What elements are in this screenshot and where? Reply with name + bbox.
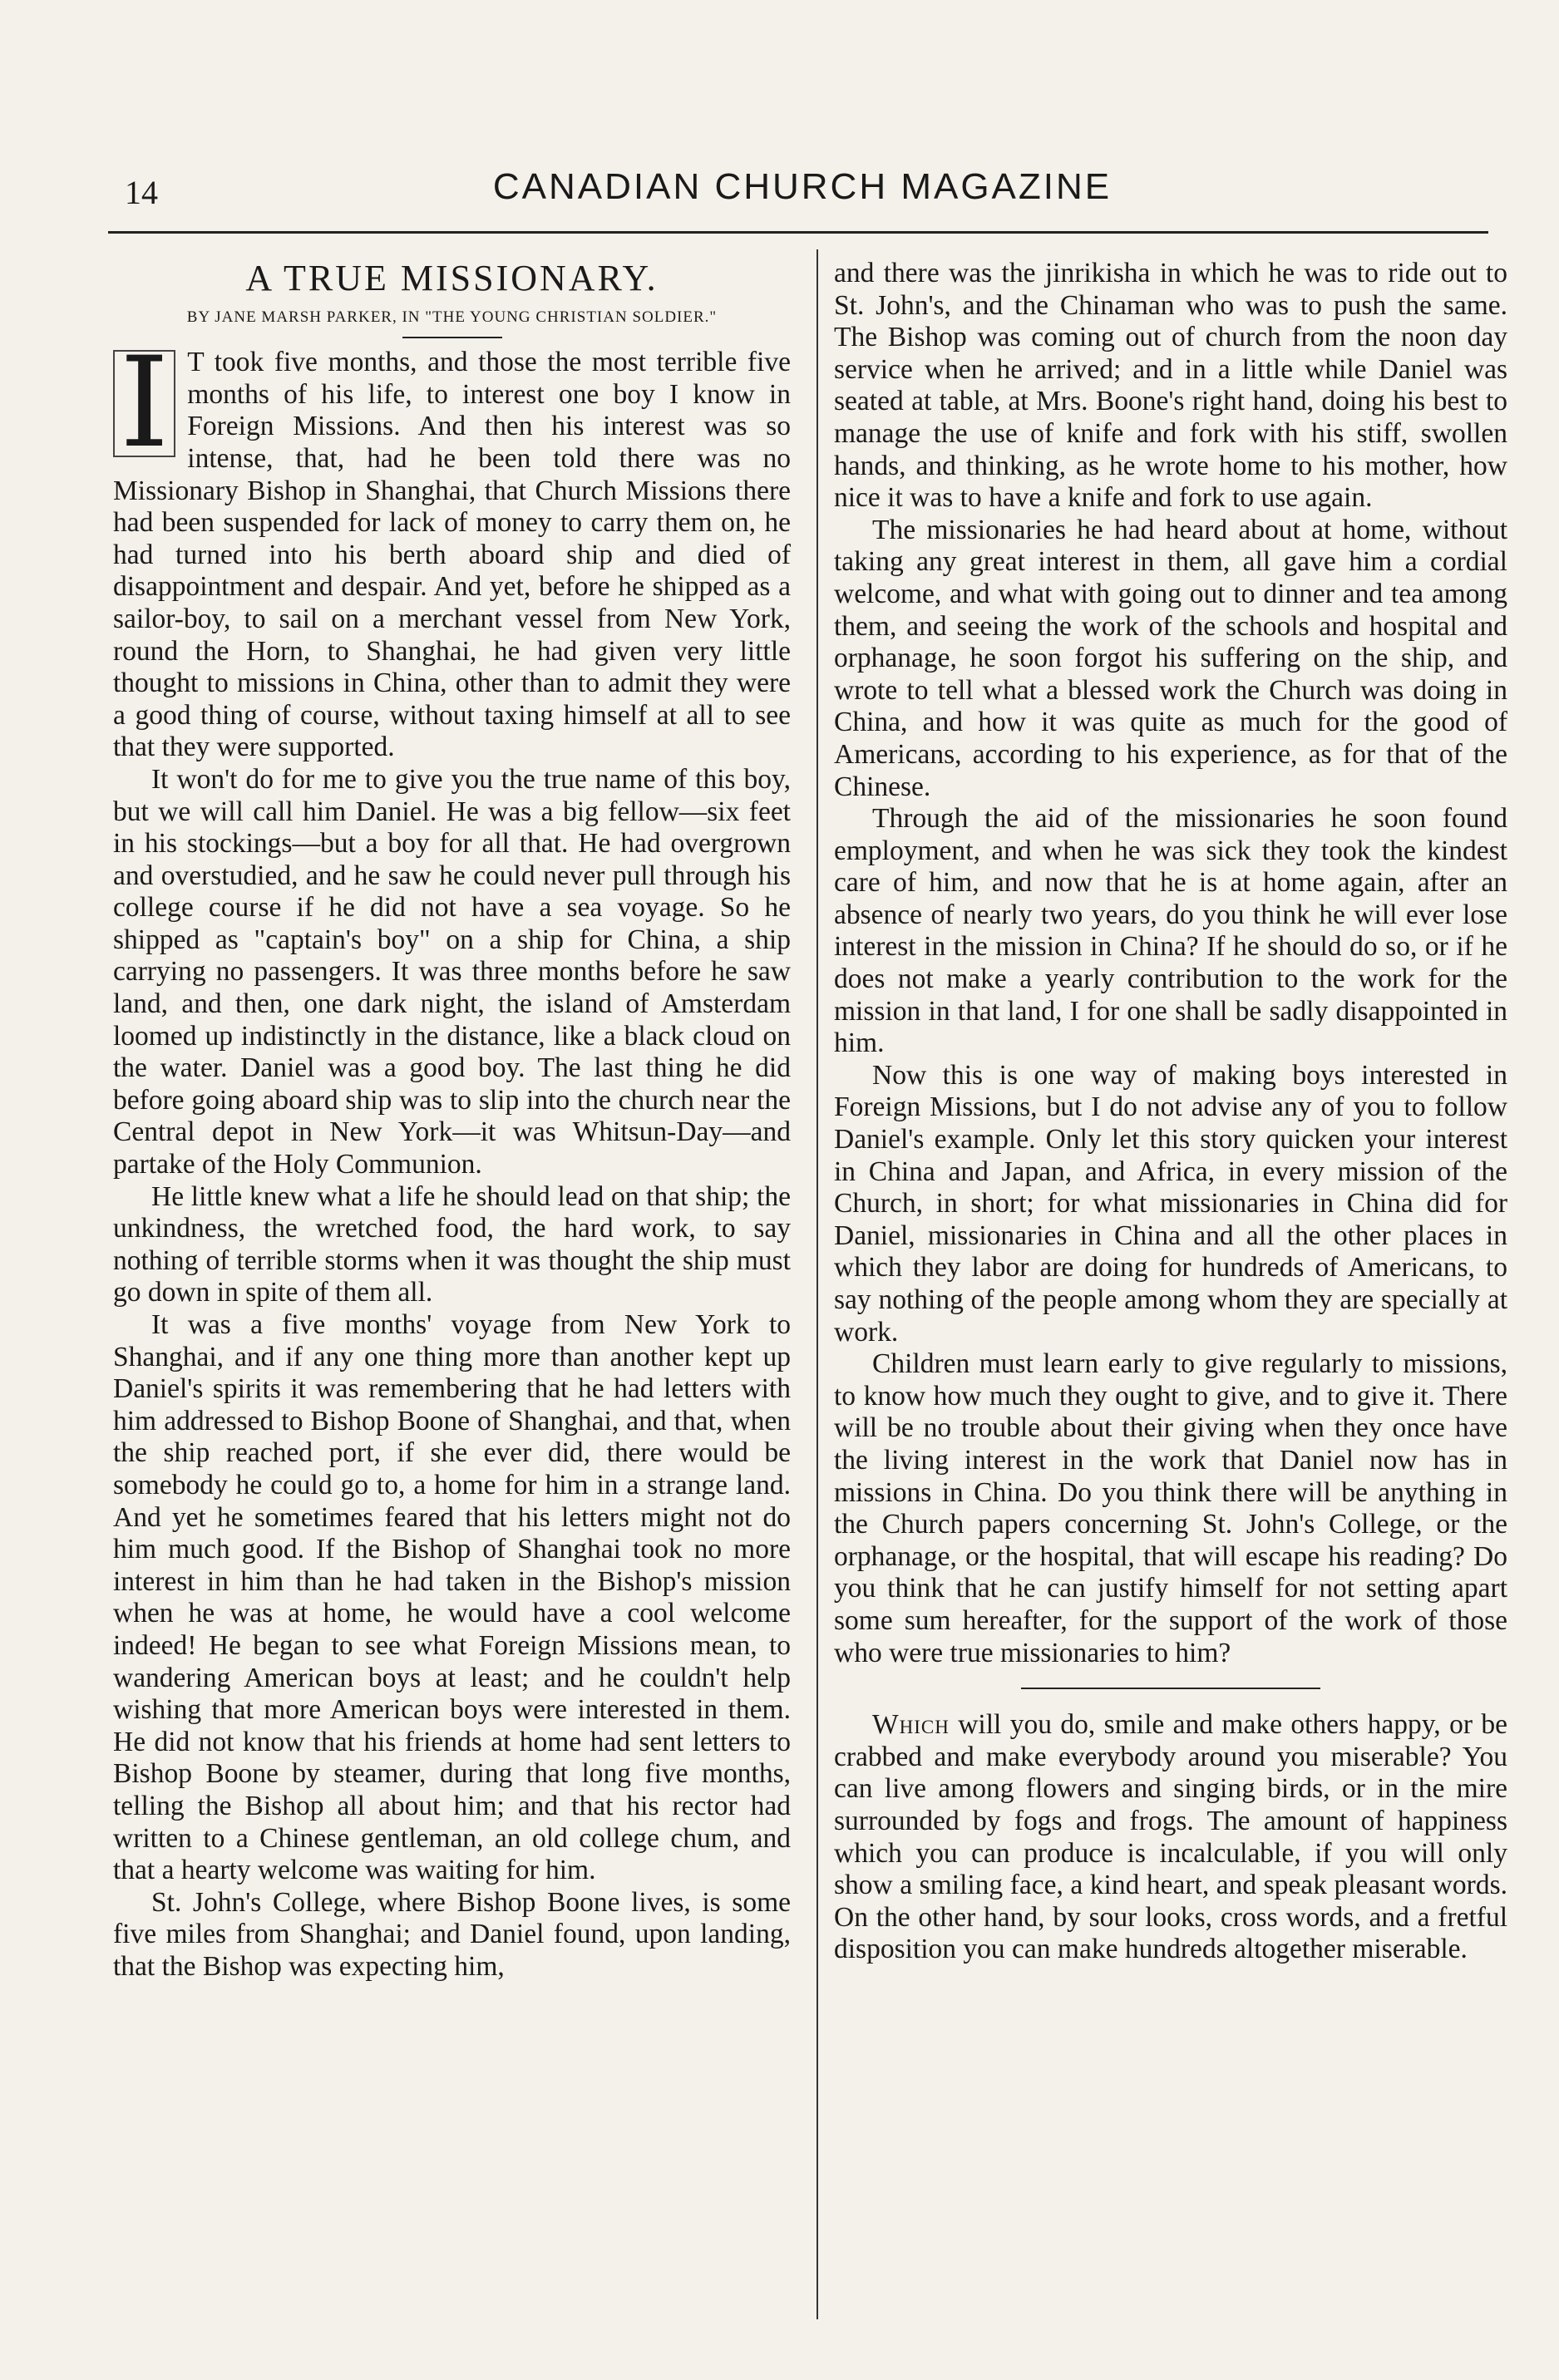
note-lead-word: Which xyxy=(872,1709,950,1741)
note-text: will you do, smile and make others happy, or be crabbed and make everybody around you miserable? You can live among flowers and singing birds, or in the mire surrounded by fogs and frogs. The amount of happiness which you can produce is incalculable, if you will only show a smiling face, a kind heart, and speak pleasant words. On the other hand, by sour looks, cross words, and a fretful disposition you can make hundreds altogether miserable. xyxy=(834,1709,1507,1965)
right-column xyxy=(834,258,1507,1966)
running-head xyxy=(125,166,1480,216)
left-column xyxy=(113,258,791,1983)
article-title: A TRUE MISSIONARY. xyxy=(245,258,659,298)
page-number: 14 xyxy=(125,174,158,211)
column-divider xyxy=(817,249,818,2319)
paragraph-text: T took five months, and those the most terrible five months of his life, to interest one boy I know in Foreign Missions. And then his interest was so intense, that, had he been told there was no Missionary Bishop in Shanghai, that Church Missions there had been suspended for lack of money to carry them on, he had turned into his berth aboard ship and died of disappointment and despair. And yet, before he shipped as a sailor-boy, to sail on a merchant vessel from New York, round the Horn, to Shanghai, he had given very little thought to missions in China, other than to admit they were a good thing of course, without taxing himself at all to see that they were supported. xyxy=(113,347,791,763)
note-paragraph xyxy=(834,1709,1507,1966)
article-paragraph: He little knew what a life he should lead on that ship; the unkindness, the wretched food, the hard work, to say nothing of terrible storms when it was thought the ship must go down in spite of them all. xyxy=(113,1180,791,1308)
drop-cap: I xyxy=(113,350,175,457)
article-byline: BY JANE MARSH PARKER, IN "THE YOUNG CHRISTIAN SOLDIER." xyxy=(186,308,718,326)
article-paragraph: It won't do for me to give you the true name of this boy, but we will call him Daniel. He was a big fellow—six feet in his stockings—but a boy for all that. He had overgrown and overstudied, and he saw he could never pull through his college course if he did not have a sea voyage. So he shipped as "captain's boy" on a ship for China, a ship carrying no passengers. It was three months before he saw land, and then, one dark night, the island of Amsterdam loomed up indistinctly in the distance, like a black cloud on the water. Daniel was a good boy. The last thing he did before going aboard ship was to slip into the church near the Central depot in New York—it was Whitsun-Day—and partake of the Holy Communion. xyxy=(113,763,791,1180)
byline-rule xyxy=(402,337,502,338)
article-paragraph: Now this is one way of making boys interested in Foreign Missions, but I do not advise any of you to follow Daniel's example. Only let this story quicken your interest in China and Japan, and Africa, in every mission of the Church, in short; for what missionaries in China did for Daniel, missionaries in China and all the other places in which they labor are doing for hundreds of Americans, to say nothing of the people among whom they are specially at work. xyxy=(834,1059,1507,1348)
article-paragraph: St. John's College, where Bishop Boone lives, is some five miles from Shanghai; and Daniel found, upon landing, that the Bishop was expecting him, xyxy=(113,1886,791,1982)
article-paragraph: Through the aid of the missionaries he soon found employment, and when he was sick they took the kindest care of him, and now that he is at home again, after an absence of nearly two years, do you think he will ever lose interest in the mission in China? If he should do so, or if he does not make a yearly contribution to the work for the mission in that land, I for one shall be sadly disappointed in him. xyxy=(834,803,1507,1059)
header-rule xyxy=(108,231,1488,234)
article-paragraph: Children must learn early to give regularly to missions, to know how much they ought to give, and to give it. There will be no trouble about their giving when they once have the living interest in the work that Daniel now has in missions in China. Do you think there will be anything in the Church papers concerning St. John's College, or the orphanage, or the hospital, that will escape his reading? Do you think that he can justify himself for not setting apart some sum hereafter, for the support of the work of those who were true missionaries to him? xyxy=(834,1348,1507,1668)
magazine-title: CANADIAN CHURCH MAGAZINE xyxy=(492,166,1113,207)
article-paragraph xyxy=(113,331,791,764)
article-paragraph: The missionaries he had heard about at home, without taking any great interest in them, all gave him a cordial welcome, and what with going out to dinner and tea among them, and seeing the work of the schools and hospital and orphanage, he soon forgot his suffering on the ship, and wrote to tell what a blessed work the Church was doing in China, and how it was quite as much for the good of Americans, according to his experience, as for that of the Chinese. xyxy=(834,514,1507,802)
article-paragraph: and there was the jinrikisha in which he was to ride out to St. John's, and the Chinaman who was to push the same. The Bishop was coming out of church from the noon day service when he arrived; and in a little while Daniel was seated at table, at Mrs. Boone's right hand, doing his best to manage the use of knife and fork with his stiff, swollen hands, and thinking, as he wrote home to his mother, how nice it was to have a knife and fork to use again. xyxy=(834,258,1507,514)
section-separator-rule xyxy=(1021,1688,1320,1689)
article-paragraph: It was a five months' voyage from New York to Shanghai, and if any one thing more than another kept up Daniel's spirits it was remembering that he had letters with him addressed to Bishop Boone of Shanghai, and that, when the ship reached port, if she ever did, there would be somebody he could go to, a home for him in a strange land. And yet he sometimes feared that his letters might not do him much good. If the Bishop of Shanghai took no more interest in him than he had taken in the Bishop's mission when he was at home, he would have a cool welcome indeed! He began to see what Foreign Missions mean, to wandering American boys at least; and he couldn't help wishing that more American boys were interested in them. He did not know that his friends at home had sent letters to Bishop Boone by steamer, during that long five months, telling the Bishop all about him; and that his rector had written to a Chinese gentleman, an old college chum, and that a hearty welcome was waiting for him. xyxy=(113,1309,791,1886)
